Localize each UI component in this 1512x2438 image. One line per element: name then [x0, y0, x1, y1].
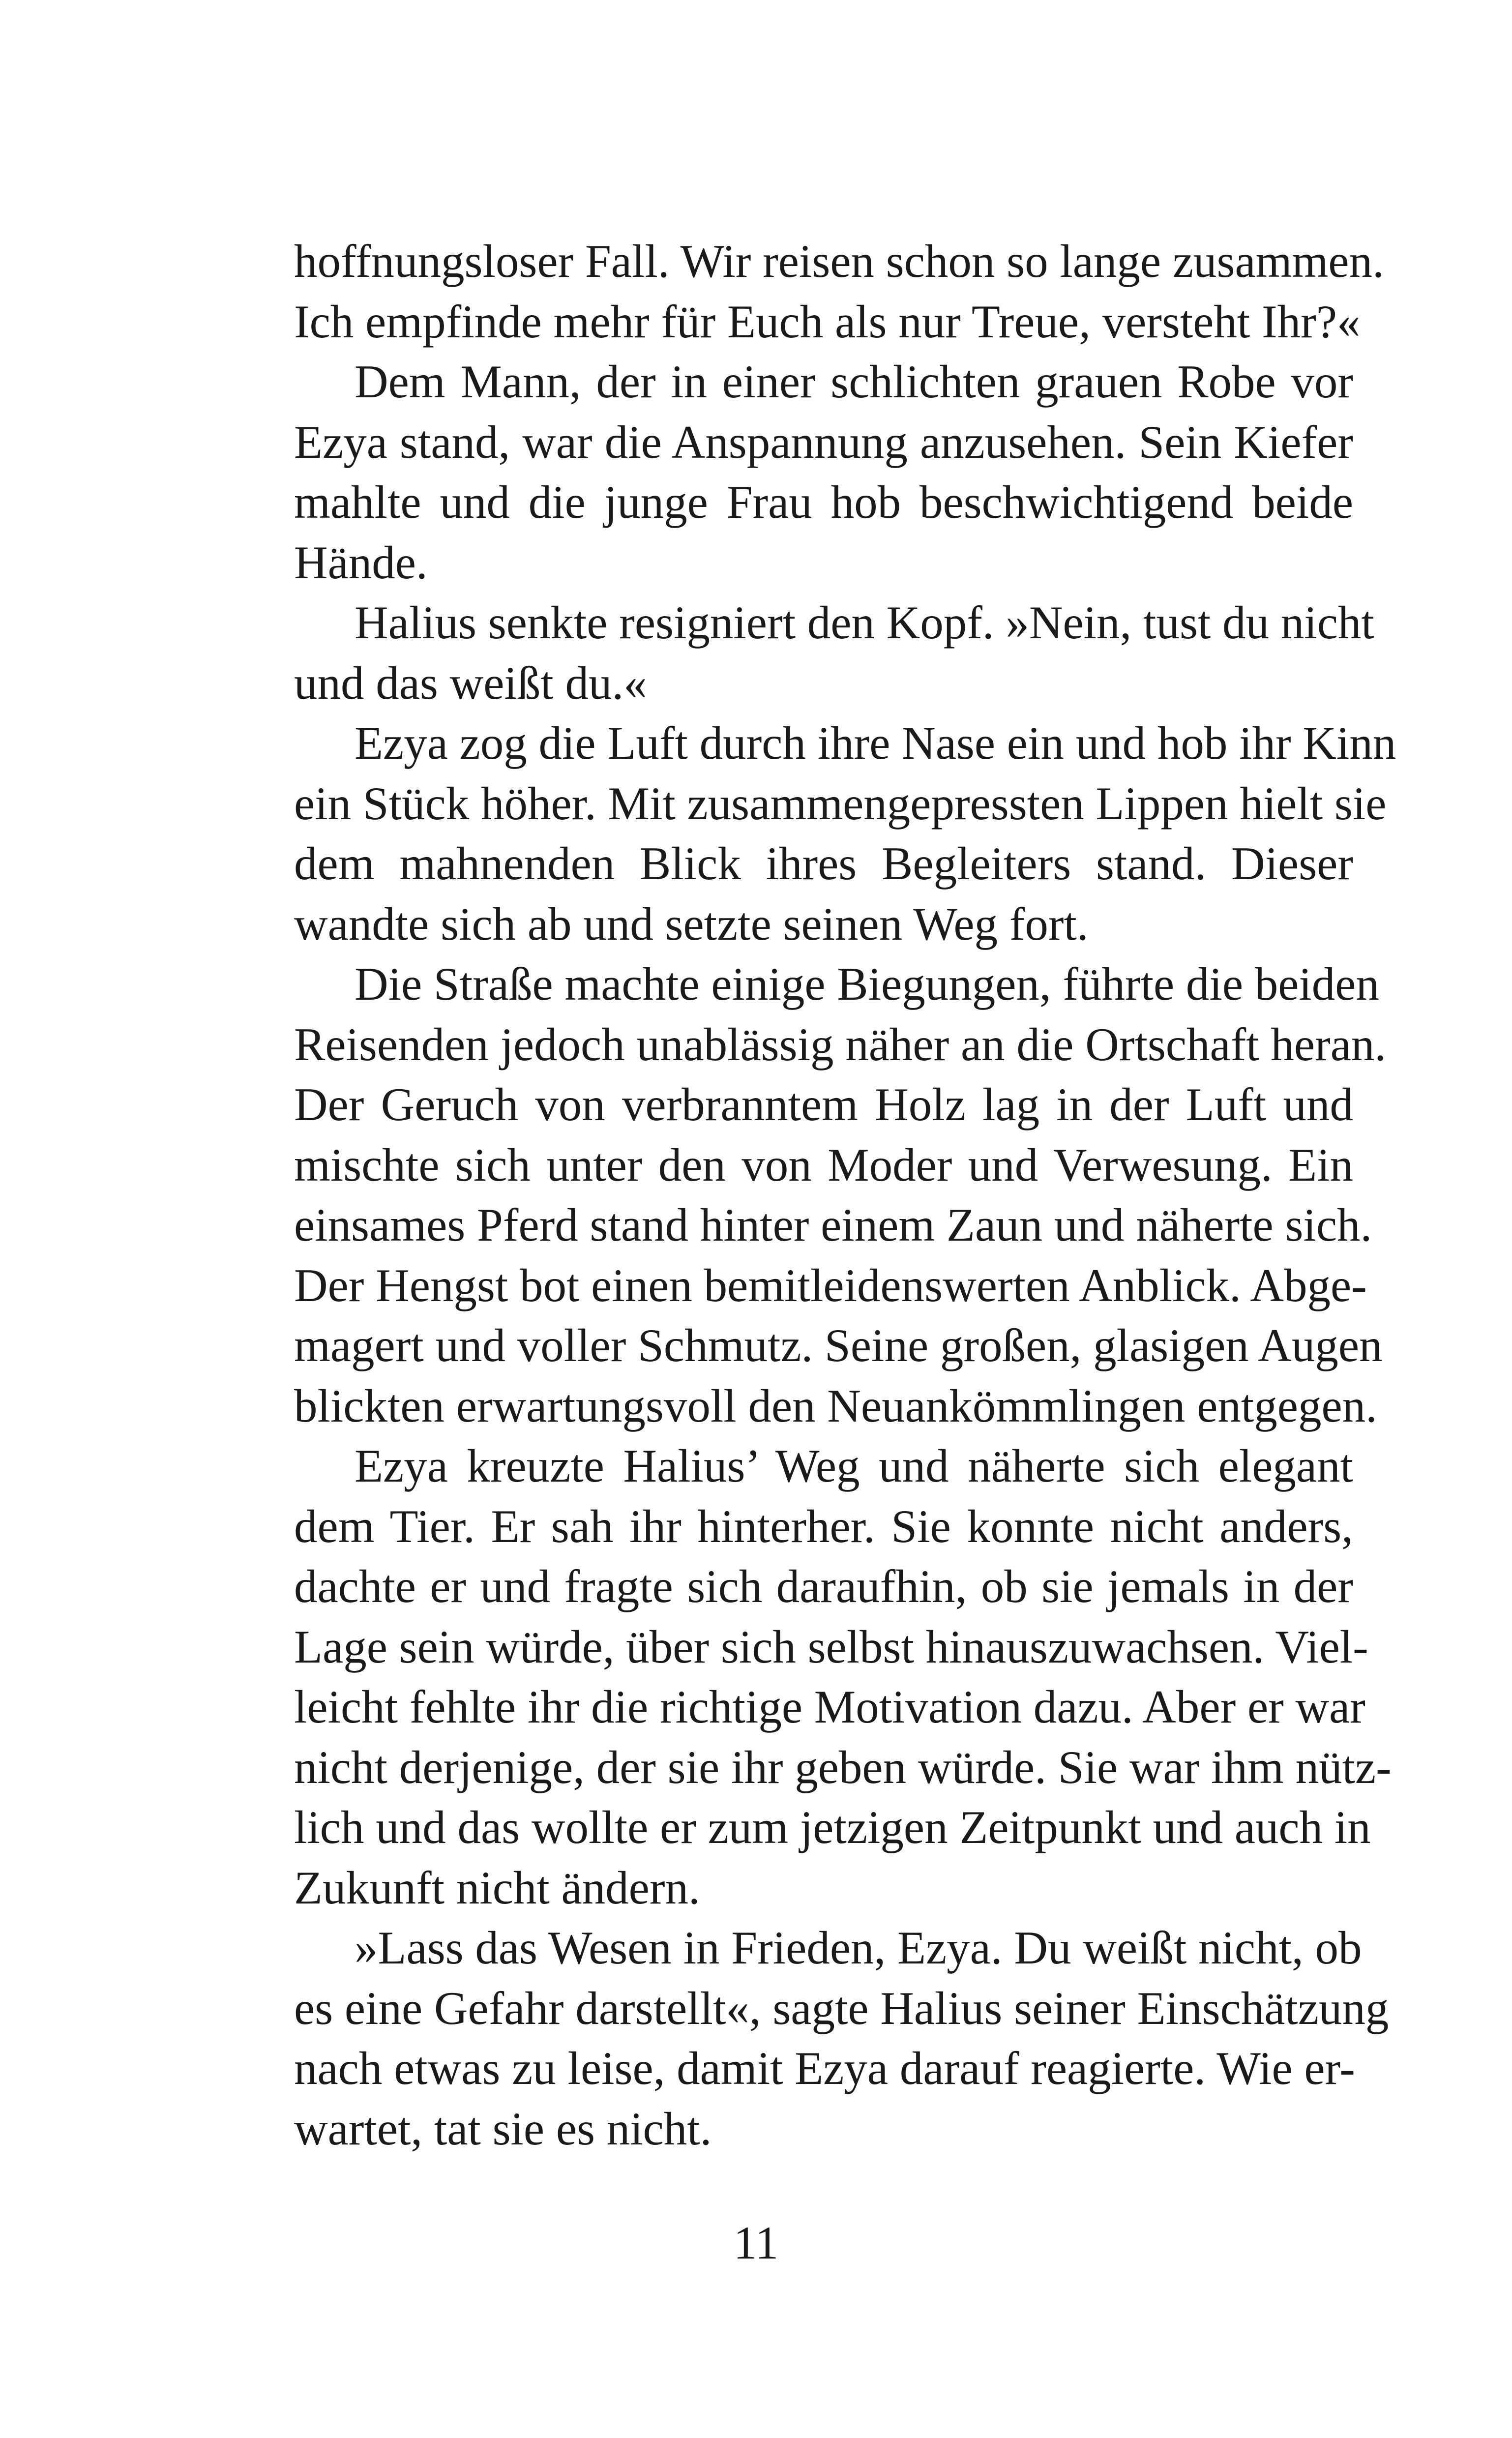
text-line: Dem Mann, der in einer schlichten grauen Robe vor [355, 356, 1353, 408]
text-line: dem mahnenden Blick ihres Begleiters stand. Dieser [294, 837, 1353, 890]
text-line: Ezya zog die Luft durch ihre Nase ein und hob ihr Kinn [355, 717, 1396, 769]
text-line: Lage sein würde, über sich selbst hinauszuwachsen. Viel- [294, 1620, 1368, 1673]
text-line: es eine Gefahr darstellt«, sagte Halius seiner Einschätzung [294, 1982, 1389, 2034]
text-line: Ich empfinde mehr für Euch als nur Treue, versteht Ihr?« [294, 295, 1361, 348]
text-line: und das weißt du.« [294, 656, 647, 709]
page-number: 11 [733, 2217, 779, 2269]
text-line: ein Stück höher. Mit zusammengepressten Lippen hielt sie [294, 777, 1387, 830]
text-line: wandte sich ab und setzte seinen Weg fort. [294, 897, 1089, 950]
text-line: »Lass das Wesen in Frieden, Ezya. Du weißt nicht, ob [355, 1922, 1362, 1974]
text-line: Hände. [294, 536, 428, 589]
text-line: lich und das wollte er zum jetzigen Zeitpunkt und auch in [294, 1801, 1371, 1853]
text-line: Ezya kreuzte Halius’ Weg und näherte sich elegant [355, 1440, 1353, 1492]
body-text [294, 231, 1396, 2159]
text-line: Zukunft nicht ändern. [294, 1861, 700, 1914]
text-line: nach etwas zu leise, damit Ezya darauf reagierte. Wie er- [294, 2042, 1355, 2094]
text-line: leicht fehlte ihr die richtige Motivation dazu. Aber er war [294, 1681, 1365, 1733]
text-line: dachte er und fragte sich daraufhin, ob sie jemals in der [294, 1560, 1353, 1612]
text-line: blickten erwartungsvoll den Neuankömmlingen entgegen. [294, 1379, 1377, 1432]
text-line: Der Geruch von verbranntem Holz lag in der Luft und [294, 1078, 1353, 1130]
text-line: Reisenden jedoch unablässig näher an die Ortschaft heran. [294, 1018, 1387, 1070]
text-line: dem Tier. Er sah ihr hinterher. Sie konnte nicht anders, [294, 1500, 1353, 1552]
text-line: mahlte und die junge Frau hob beschwichtigend beide [294, 476, 1353, 528]
text-line: Halius senkte resigniert den Kopf. »Nein, tust du nicht [355, 596, 1374, 649]
text-line: Ezya stand, war die Anspannung anzusehen. Sein Kiefer [294, 416, 1353, 468]
text-line: hoffnungsloser Fall. Wir reisen schon so lange zusammen. [294, 235, 1384, 287]
text-line: Die Straße machte einige Biegungen, führte die beiden [355, 958, 1379, 1010]
text-line: mischte sich unter den von Moder und Verwesung. Ein [294, 1138, 1353, 1191]
text-line: wartet, tat sie es nicht. [294, 2102, 712, 2155]
text-line: Der Hengst bot einen bemitleidenswerten Anblick. Abge- [294, 1259, 1367, 1311]
text-line: magert und voller Schmutz. Seine großen, glasigen Augen [294, 1319, 1383, 1371]
text-line: einsames Pferd stand hinter einem Zaun und näherte sich. [294, 1199, 1372, 1251]
text-line: nicht derjenige, der sie ihr geben würde. Sie war ihm nütz- [294, 1741, 1392, 1793]
